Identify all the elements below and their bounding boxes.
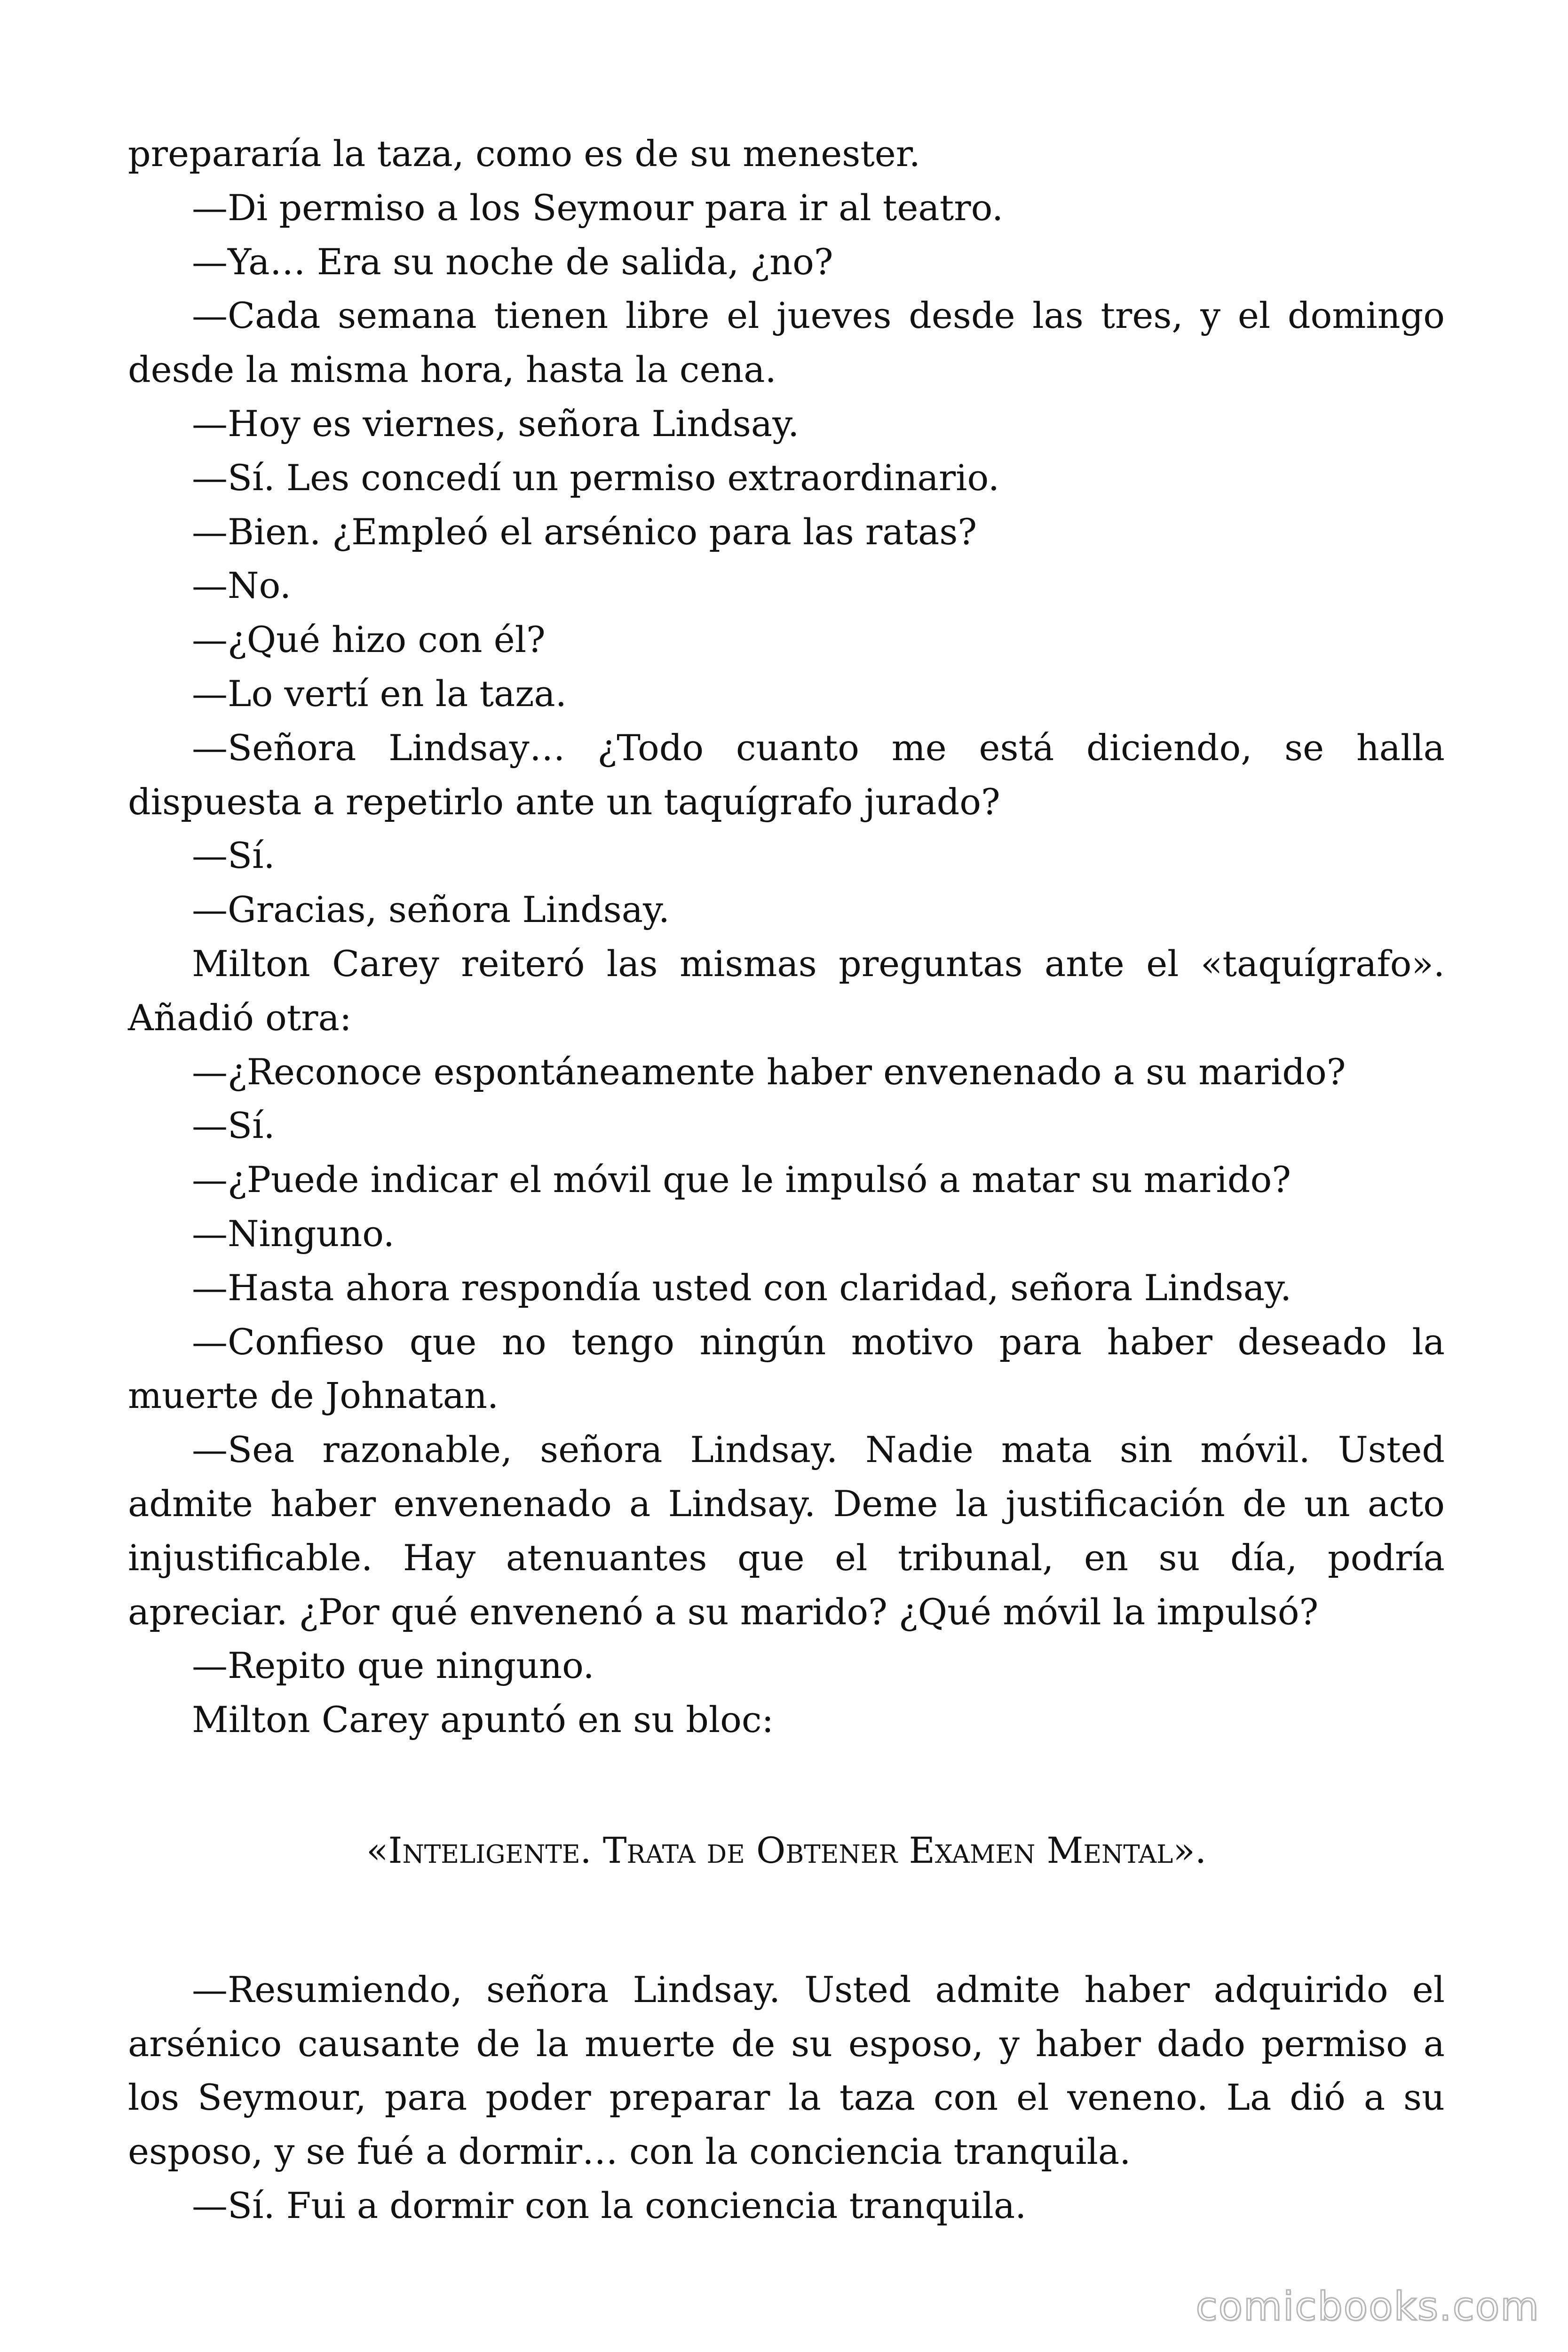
paragraph: —Sí. [192,1104,275,1147]
text-block-bottom [128,1963,1445,2233]
paragraph: —Hasta ahora respondía usted con claridad, señora Lindsay. [192,1266,1292,1309]
paragraph: —Cada semana tienen libre el jueves desde las tres, y el domingo desde la misma hora, hasta la cena. [128,294,1445,391]
paragraph: —Lo vertí en la taza. [192,672,567,715]
paragraph: —Repito que ninguno. [192,1645,594,1687]
paragraph: —¿Puede indicar el móvil que le impulsó a matar su marido? [192,1159,1291,1201]
paragraph: —Di permiso a los Seymour para ir al teatro. [192,186,1004,229]
paragraph: —Sea razonable, señora Lindsay. Nadie mata sin móvil. Usted admite haber envenenado a Lindsay. Deme la justificación de un acto injustificable. Hay atenuantes que el tribunal, en su día, podría apreciar. ¿Por qué envenenó a su marido? ¿Qué móvil la impulsó? [128,1429,1445,1633]
paragraph: —Ya… Era su noche de salida, ¿no? [192,240,833,283]
paragraph: prepararía la taza, como es de su menester. [128,133,920,175]
text-block-top [128,127,1445,1747]
paragraph: —Sí. Les concedí un permiso extraordinario. [192,456,1000,499]
paragraph: —Resumiendo, señora Lindsay. Usted admite haber adquirido el arsénico causante de la muerte de su esposo, y haber dado permiso a los Seymour, para poder preparar la taza con el veneno. La dió a su esposo, y se fué a dormir… con la conciencia tranquila. [128,1968,1445,2173]
paragraph: —Sí. [192,834,275,877]
paragraph: —Gracias, señora Lindsay. [192,889,670,931]
paragraph: —Bien. ¿Empleó el arsénico para las ratas? [192,510,977,553]
watermark: comicbooks.com [1196,2283,1540,2329]
paragraph: —No. [192,564,292,607]
paragraph: Milton Carey apuntó en su bloc: [192,1699,774,1741]
handwritten-note-heading: «Inteligente. Trata de Obtener Examen Mental». [366,1829,1206,1871]
paragraph: —Sí. Fui a dormir con la conciencia tranquila. [192,2184,1027,2226]
paragraph: —Hoy es viernes, señora Lindsay. [192,402,800,445]
paragraph: —¿Qué hizo con él? [192,619,546,661]
paragraph: —Confieso que no tengo ningún motivo para haber deseado la muerte de Johnatan. [128,1320,1445,1417]
paragraph: —¿Reconoce espontáneamente haber envenenado a su marido? [192,1050,1346,1093]
paragraph: —Señora Lindsay… ¿Todo cuanto me está diciendo, se halla dispuesta a repetirlo ante un taquígrafo jurado? [128,726,1445,823]
page-body [128,127,1445,2233]
paragraph: —Ninguno. [192,1212,395,1255]
paragraph: Milton Carey reiteró las mismas preguntas ante el «taquígrafo». Añadió otra: [128,942,1445,1039]
